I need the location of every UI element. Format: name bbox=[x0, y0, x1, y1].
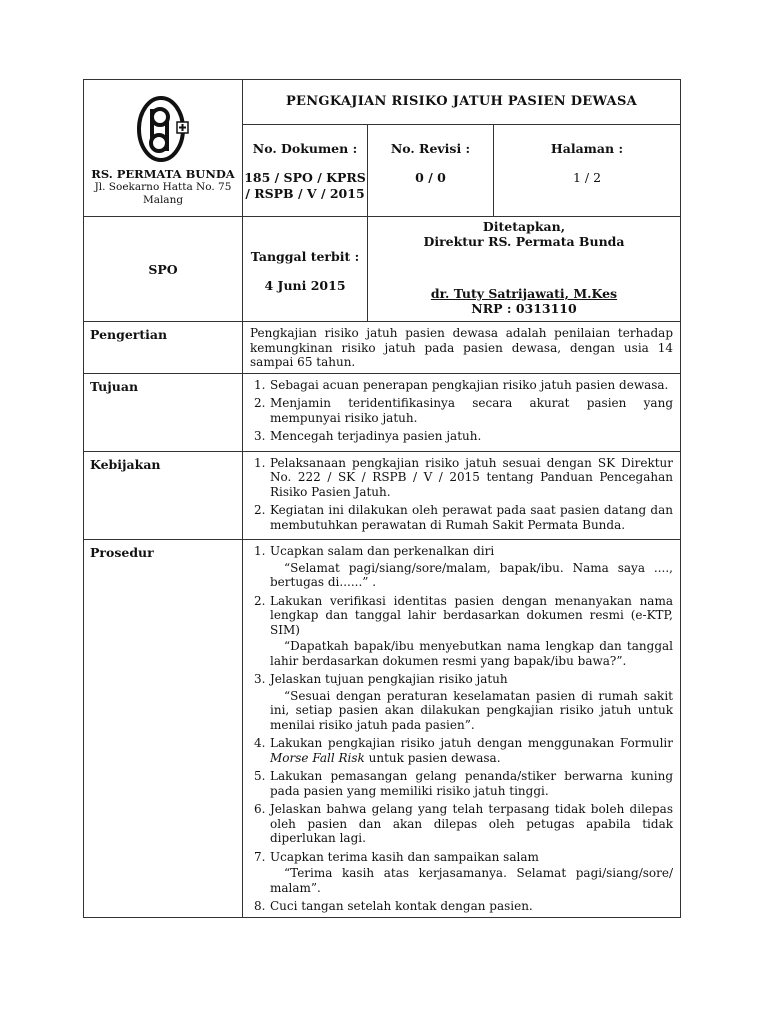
list-item: 2. Kegiatan ini dilakukan oleh perawat pada saat pasien datang dan membutuhkan perawatan di Rumah Sakit Permata Bunda. bbox=[254, 503, 673, 532]
no-dokumen-label: No. Dokumen : bbox=[252, 141, 358, 156]
tanggal-terbit-cell bbox=[243, 217, 368, 322]
tanggal-terbit-value: 4 Juni 2015 bbox=[264, 278, 346, 293]
list-item: 3. Mencegah terjadinya pasien jatuh. bbox=[254, 429, 482, 443]
prosedur-label: Prosedur bbox=[84, 540, 243, 918]
tujuan-label: Tujuan bbox=[84, 373, 243, 451]
hospital-address-line2: Malang bbox=[142, 194, 184, 206]
list-item: 7. Ucapkan terima kasih dan sampaikan salam “Terima kasih atas kerjasamanya. Selamat pagi/siang/sore/ malam”. bbox=[254, 849, 673, 895]
direktur-name: dr. Tuty Satrijawati, M.Kes bbox=[430, 286, 618, 301]
spo-table bbox=[83, 79, 681, 918]
spo-label-cell bbox=[84, 217, 243, 322]
hospital-logo-icon bbox=[136, 95, 190, 163]
spo-label: SPO bbox=[148, 261, 178, 277]
list-item: 1. Ucapkan salam dan perkenalkan diri “Selamat pagi/siang/sore/malam, bapak/ibu. Nama saya ...., bertugas di......” . bbox=[254, 544, 673, 589]
spo-document bbox=[83, 79, 680, 918]
list-item: 2. Menjamin teridentifikasinya secara akurat pasien yang mempunyai risiko jatuh. bbox=[254, 396, 673, 425]
pengertian-text: Pengkajian risiko jatuh pasien dewasa adalah penilaian terhadap kemungkinan risiko jatuh pada pasien dewasa, dengan usia 14 sampai 65 tahun. bbox=[243, 322, 681, 374]
tujuan-content bbox=[243, 373, 681, 451]
kebijakan-content bbox=[243, 451, 681, 540]
list-item: 1. Sebagai acuan penerapan pengkajian risiko jatuh pasien dewasa. bbox=[254, 377, 669, 392]
prosedur-content bbox=[243, 540, 681, 918]
hospital-address-line1: Jl. Soekarno Hatta No. 75 bbox=[94, 181, 232, 193]
no-dokumen-cell bbox=[243, 125, 368, 217]
list-item: 8. Cuci tangan setelah kontak dengan pasien. bbox=[254, 899, 533, 913]
ditetapkan-label: Ditetapkan, bbox=[482, 219, 566, 234]
list-item: 4. Lakukan pengkajian risiko jatuh dengan menggunakan Formulir Morse Fall Risk untuk pasien dewasa. bbox=[254, 736, 673, 765]
quote-text: “Selamat pagi/siang/sore/malam, bapak/ibu. Nama saya ...., bertugas di......” . bbox=[270, 560, 673, 589]
no-revisi-cell bbox=[368, 125, 494, 217]
hospital-name: RS. PERMATA BUNDA bbox=[91, 167, 235, 181]
quote-text: “Terima kasih atas kerjasamanya. Selamat pagi/siang/sore/ malam”. bbox=[270, 866, 673, 895]
direktur-title: Direktur RS. Permata Bunda bbox=[423, 234, 625, 249]
ditetapkan-cell bbox=[368, 217, 681, 322]
quote-text: “Sesuai dengan peraturan keselamatan pasien di rumah sakit ini, setiap pasien akan dilakukan pengkajian risiko jatuh untuk menilai risiko jatuh pada pasien”. bbox=[270, 688, 673, 732]
list-item: 2. Lakukan verifikasi identitas pasien dengan menanyakan nama lengkap dan tanggal lahir berdasarkan dokumen resmi (e-KTP, SIM) “Dapatkah bapak/ibu menyebutkan nama lengkap dan tanggal lahir berdasarkan dokumen resmi yang bapak/ibu bawa?”. bbox=[254, 593, 673, 668]
no-revisi-value: 0 / 0 bbox=[415, 170, 446, 185]
hospital-logo-cell bbox=[84, 80, 243, 217]
list-item: 5. Lakukan pemasangan gelang penanda/stiker berwarna kuning pada pasien yang memiliki risiko jatuh tinggi. bbox=[254, 769, 673, 798]
list-item: 6. Jelaskan bahwa gelang yang telah terpasang tidak boleh dilepas oleh pasien dan akan dilepas oleh petugas apabila tidak diperlukan lagi. bbox=[254, 802, 673, 845]
document-title: PENGKAJIAN RISIKO JATUH PASIEN DEWASA bbox=[243, 80, 681, 125]
tanggal-terbit-label: Tanggal terbit : bbox=[250, 249, 360, 264]
no-dokumen-value: 185 / SPO / KPRS / RSPB / V / 2015 bbox=[244, 170, 366, 201]
halaman-label: Halaman : bbox=[550, 141, 624, 156]
list-item: 1. Pelaksanaan pengkajian risiko jatuh sesuai dengan SK Direktur No. 222 / SK / RSPB / V / 2015 tentang Panduan Pencegahan Risiko Pasien Jatuh. bbox=[254, 455, 673, 499]
kebijakan-label: Kebijakan bbox=[84, 451, 243, 540]
quote-text: “Dapatkah bapak/ibu menyebutkan nama lengkap dan tanggal lahir berdasarkan dokumen resmi yang bapak/ibu bawa?”. bbox=[270, 639, 673, 668]
no-revisi-label: No. Revisi : bbox=[390, 141, 471, 156]
pengertian-label: Pengertian bbox=[84, 322, 243, 374]
direktur-nrp: NRP : 0313110 bbox=[471, 301, 577, 316]
halaman-cell bbox=[494, 125, 681, 217]
halaman-value: 1 / 2 bbox=[572, 170, 602, 185]
list-item: 3. Jelaskan tujuan pengkajian risiko jatuh “Sesuai dengan peraturan keselamatan pasien di rumah sakit ini, setiap pasien akan dilakukan pengkajian risiko jatuh untuk menilai risiko jatuh pada pasien”. bbox=[254, 672, 673, 732]
